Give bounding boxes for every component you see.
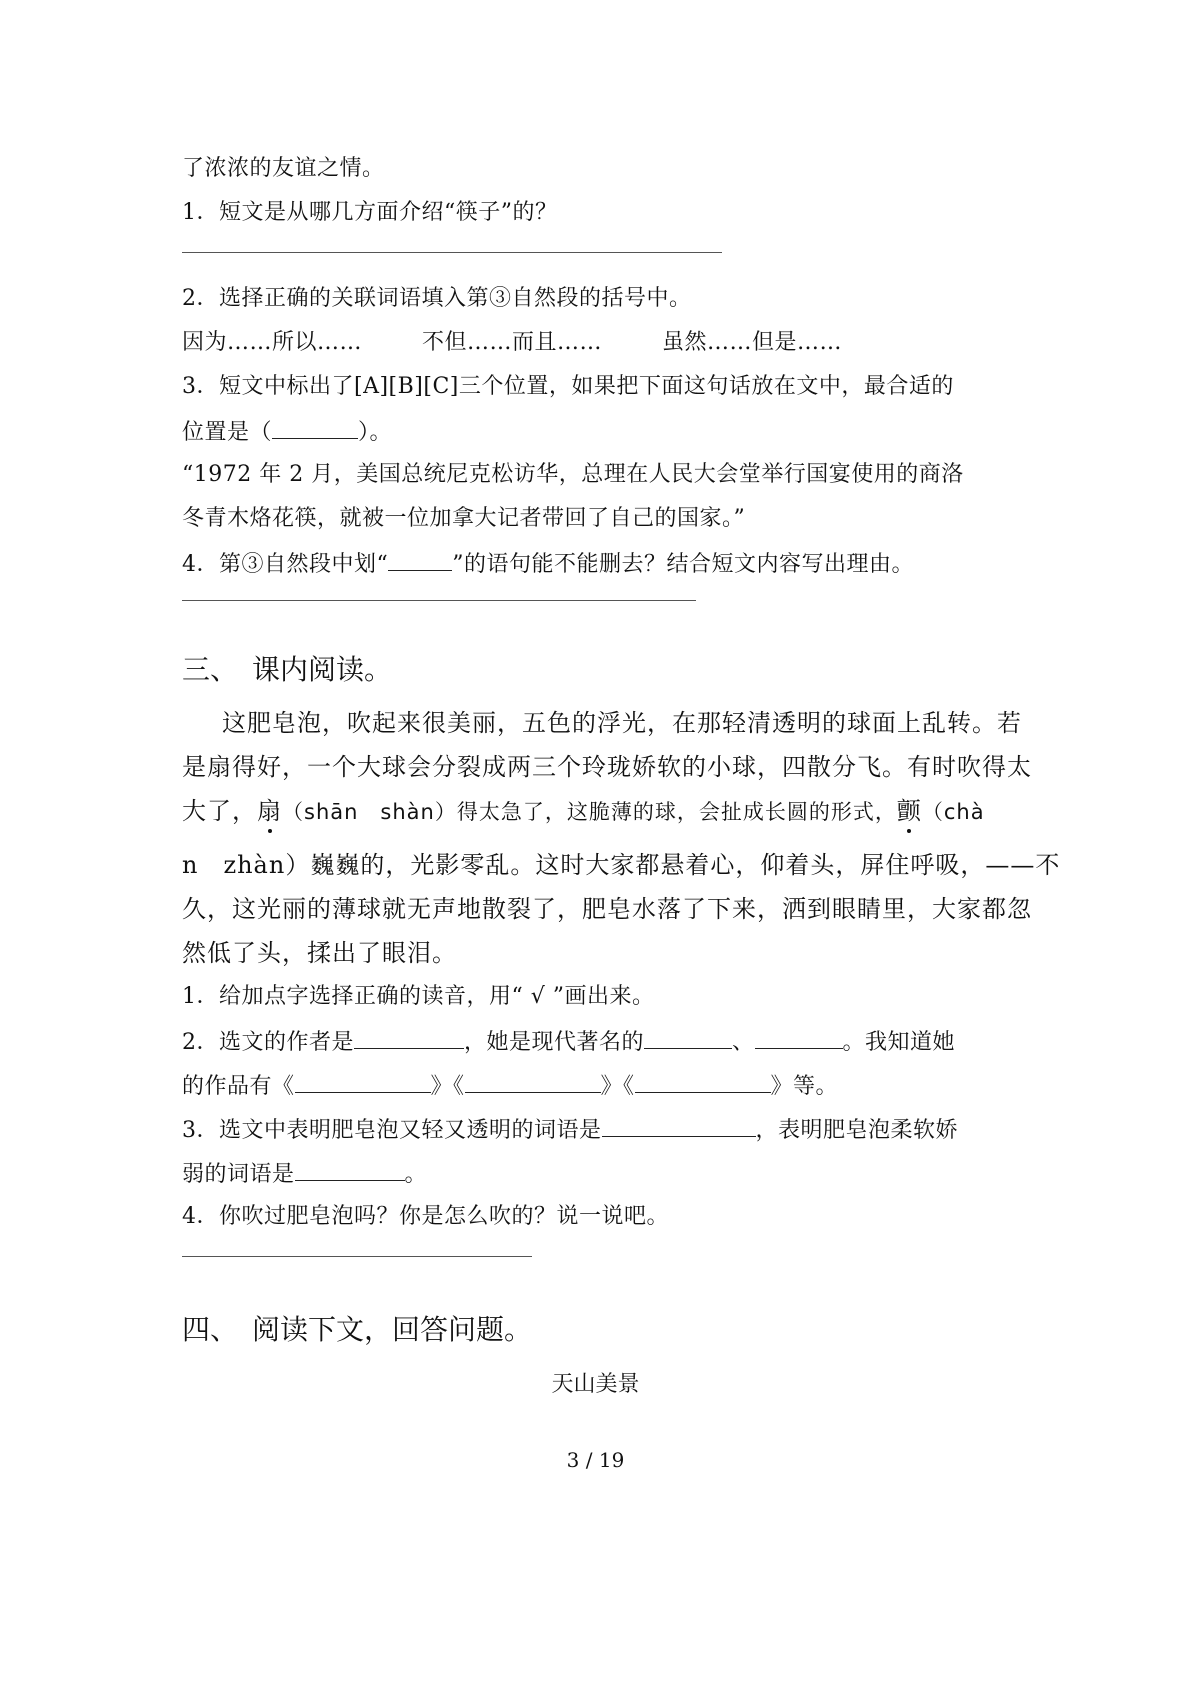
dotted-char: 扇 xyxy=(257,797,282,825)
text-fragment: ）。 xyxy=(358,420,393,445)
blank-field xyxy=(295,1158,405,1181)
section-heading xyxy=(182,1312,532,1348)
text-fragment: ，表明肥皂泡柔软娇 xyxy=(755,1118,959,1143)
quote-line: 冬青木烙花筷，就被一位加拿大记者带回了自己的国家。” xyxy=(182,506,746,531)
text-fragment: 弱的词语是 xyxy=(182,1162,295,1187)
text-fragment: 》《 xyxy=(600,1074,635,1099)
option-3: 虽然……但是…… xyxy=(662,330,843,355)
passage-line xyxy=(182,796,1022,827)
options-row xyxy=(182,328,1022,358)
blank-field xyxy=(388,548,452,571)
text-line: 了浓浓的友谊之情。 xyxy=(182,156,385,181)
dotted-char: 颤 xyxy=(896,797,922,825)
question-4: 4．你吹过肥皂泡吗？你是怎么吹的？说一说吧。 xyxy=(182,1204,669,1229)
option-1: 因为……所以…… xyxy=(182,330,363,355)
text-fragment: 3．选文中表明肥皂泡又轻又透明的词语是 xyxy=(182,1118,602,1143)
page-number: 3 / 19 xyxy=(566,1448,625,1472)
quote-line: “1972 年 2 月，美国总统尼克松访华，总理在人民大会堂举行国宴使用的商洛 xyxy=(182,462,964,487)
text-fragment: 4．第③自然段中划“ xyxy=(182,552,389,577)
pinyin-text: （shān shàn）得太急了，这脆薄的球，会扯成长圆的形式， xyxy=(282,800,897,824)
passage-line: n zhàn）巍巍的，光影零乱。这时大家都悬着心，仰着头，屏住呼吸，——不 xyxy=(182,851,1061,879)
passage-line: 是扇得好，一个大球会分裂成两三个玲珑娇软的小球，四散分飞。有时吹得太 xyxy=(182,753,1032,781)
blank-field xyxy=(295,1070,431,1093)
article-title: 天山美景 xyxy=(551,1372,640,1397)
text-fragment: ，她是现代著名的 xyxy=(464,1030,645,1055)
question-3: 3．短文中标出了[A][B][C]三个位置，如果把下面这句话放在文中，最合适的 xyxy=(182,374,954,399)
text-fragment: ”的语句能不能删去？结合短文内容写出理由。 xyxy=(452,552,914,577)
text-fragment: 。 xyxy=(404,1162,428,1187)
question-1: 1．给加点字选择正确的读音，用“ √ ”画出来。 xyxy=(182,984,655,1009)
answer-line xyxy=(182,1256,532,1257)
text-fragment: 的作品有《 xyxy=(182,1074,295,1099)
question-3-cont xyxy=(182,1158,1022,1190)
text-fragment: 位置是（ xyxy=(182,420,273,445)
blank-field xyxy=(755,1026,843,1049)
text-fragment: 、 xyxy=(732,1030,755,1055)
blank-field xyxy=(644,1026,732,1049)
question-3 xyxy=(182,1114,1022,1146)
text-fragment: 大了， xyxy=(182,797,257,825)
passage-line: 这肥皂泡，吹起来很美丽，五色的浮光，在那轻清透明的球面上乱转。若 xyxy=(222,709,1022,737)
passage-line: 久，这光丽的薄球就无声地散裂了，肥皂水落了下来，洒到眼睛里，大家都忽 xyxy=(182,895,1032,923)
question-4 xyxy=(182,548,1022,580)
pinyin-text: （chà xyxy=(921,800,985,824)
blank-field xyxy=(602,1114,756,1137)
blank-field xyxy=(635,1070,771,1093)
text-fragment: 》等。 xyxy=(770,1074,839,1099)
question-2-cont xyxy=(182,1070,1022,1102)
section-number: 三、 xyxy=(182,653,239,686)
section-number: 四、 xyxy=(182,1313,239,1346)
question-2: 2．选择正确的关联词语填入第③自然段的括号中。 xyxy=(182,286,692,311)
text-fragment: 2．选文的作者是 xyxy=(182,1030,354,1055)
question-2 xyxy=(182,1026,1022,1058)
answer-line xyxy=(182,600,696,601)
section-title: 课内阅读。 xyxy=(252,653,393,686)
blank-field xyxy=(354,1026,464,1049)
text-fragment: 。我知道她 xyxy=(842,1030,956,1055)
section-title: 阅读下文，回答问题。 xyxy=(252,1313,533,1346)
option-2: 不但……而且…… xyxy=(422,330,603,355)
passage-line: 然低了头，揉出了眼泪。 xyxy=(182,939,457,967)
blank-field xyxy=(465,1070,601,1093)
question-1: 1．短文是从哪几方面介绍“筷子”的？ xyxy=(182,200,558,225)
text-fragment: 》《 xyxy=(430,1074,465,1099)
answer-line xyxy=(182,252,722,253)
blank-field xyxy=(272,416,358,439)
section-heading xyxy=(182,652,392,688)
question-3-cont xyxy=(182,416,1022,448)
